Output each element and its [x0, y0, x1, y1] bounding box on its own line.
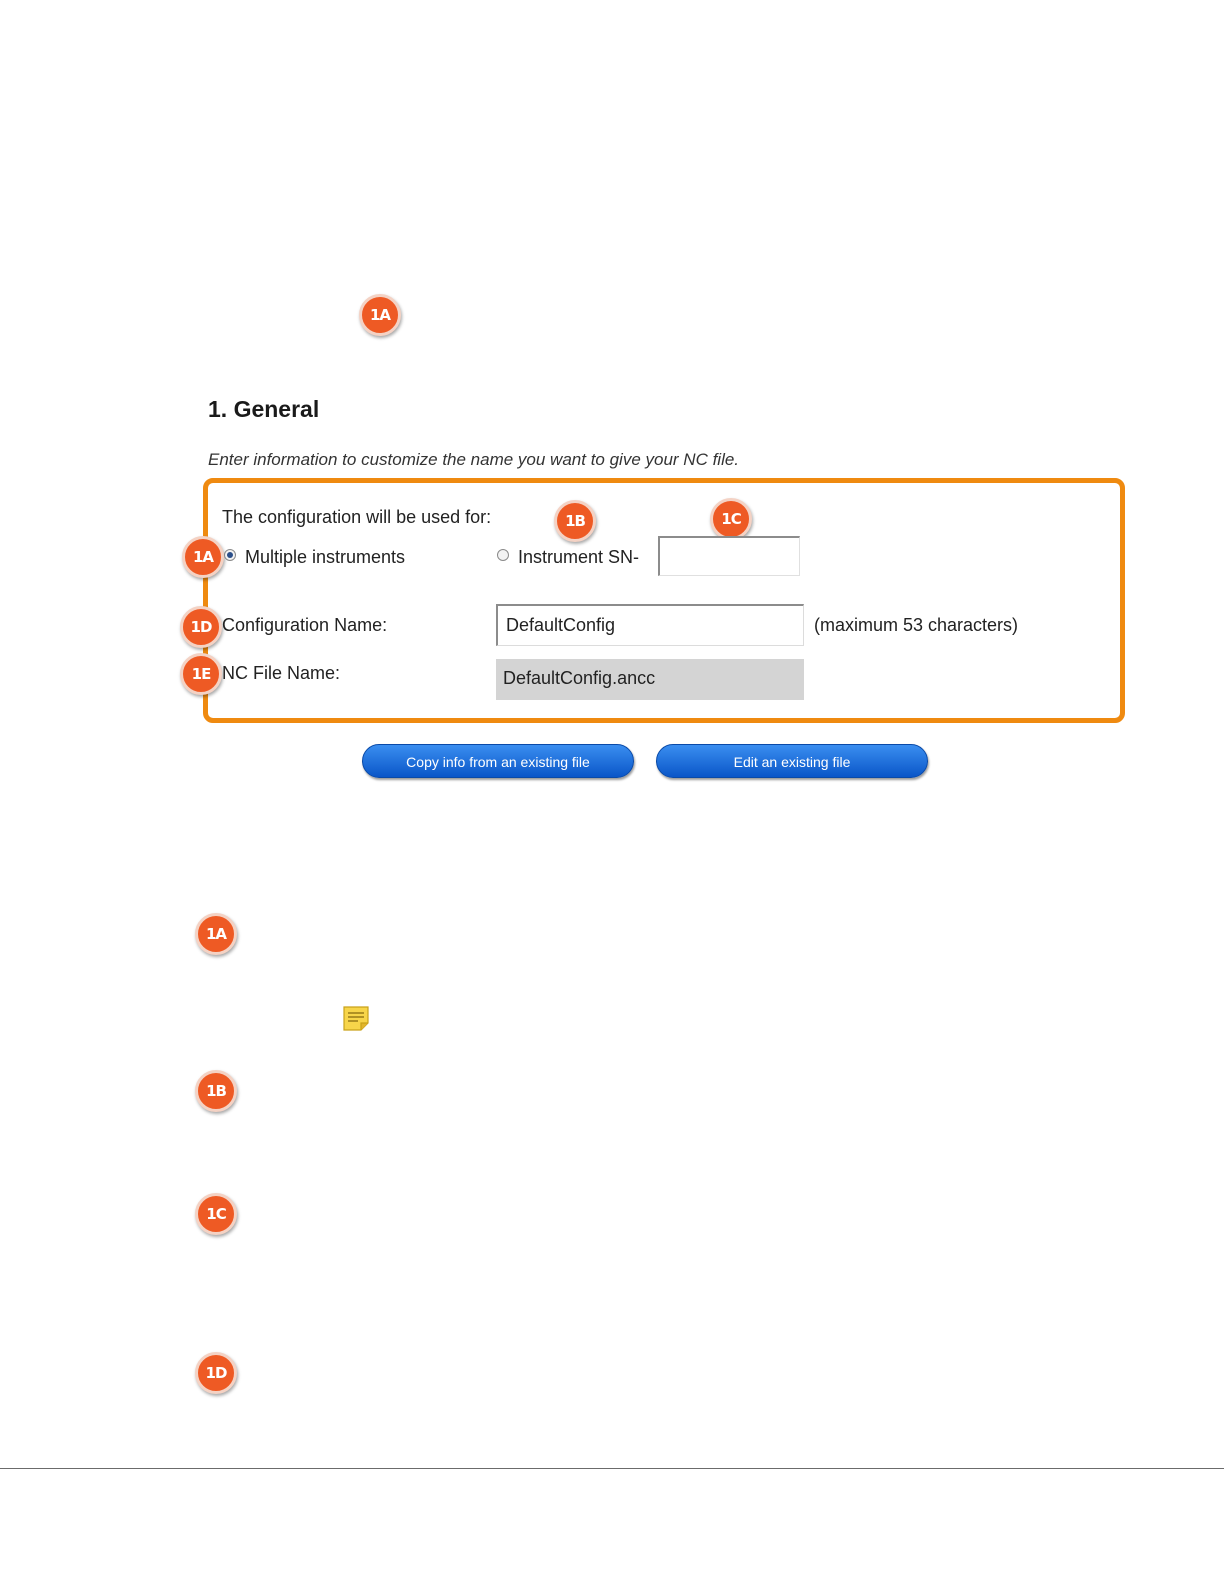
note-icon: [342, 1004, 370, 1032]
callout-1a-list: 1A: [195, 913, 237, 955]
nc-file-name-field: DefaultConfig.ancc: [496, 659, 804, 700]
callout-1b-list: 1B: [195, 1070, 237, 1112]
callout-1a-row: 1A: [182, 536, 224, 578]
copy-info-button[interactable]: Copy info from an existing file: [362, 744, 634, 778]
edit-existing-button[interactable]: Edit an existing file: [656, 744, 928, 778]
callout-1d-list: 1D: [195, 1352, 237, 1394]
callout-1c-list: 1C: [195, 1193, 237, 1235]
config-name-label: Configuration Name:: [222, 615, 388, 635]
serial-number-input[interactable]: [658, 536, 800, 576]
callout-1b: 1B: [554, 500, 596, 542]
radio-multiple-instruments-label[interactable]: Multiple instruments: [245, 547, 406, 567]
footer-rule: [0, 1468, 1224, 1469]
callout-1a-top: 1A: [359, 294, 401, 336]
section-intro: Enter information to customize the name you want to give your NC file.: [208, 450, 740, 469]
callout-1d-row: 1D: [180, 606, 222, 648]
radio-instrument-sn-label[interactable]: Instrument SN-: [518, 547, 640, 567]
callout-1c: 1C: [710, 498, 752, 540]
config-name-input[interactable]: DefaultConfig: [496, 604, 804, 646]
used-for-label: The configuration will be used for:: [222, 507, 492, 527]
radio-instrument-sn[interactable]: [497, 549, 509, 561]
callout-1e-row: 1E: [180, 653, 222, 695]
config-name-hint: (maximum 53 characters): [814, 615, 1019, 635]
radio-multiple-instruments[interactable]: [224, 549, 236, 561]
section-title: 1. General: [208, 396, 320, 422]
nc-file-name-label: NC File Name:: [222, 663, 341, 683]
